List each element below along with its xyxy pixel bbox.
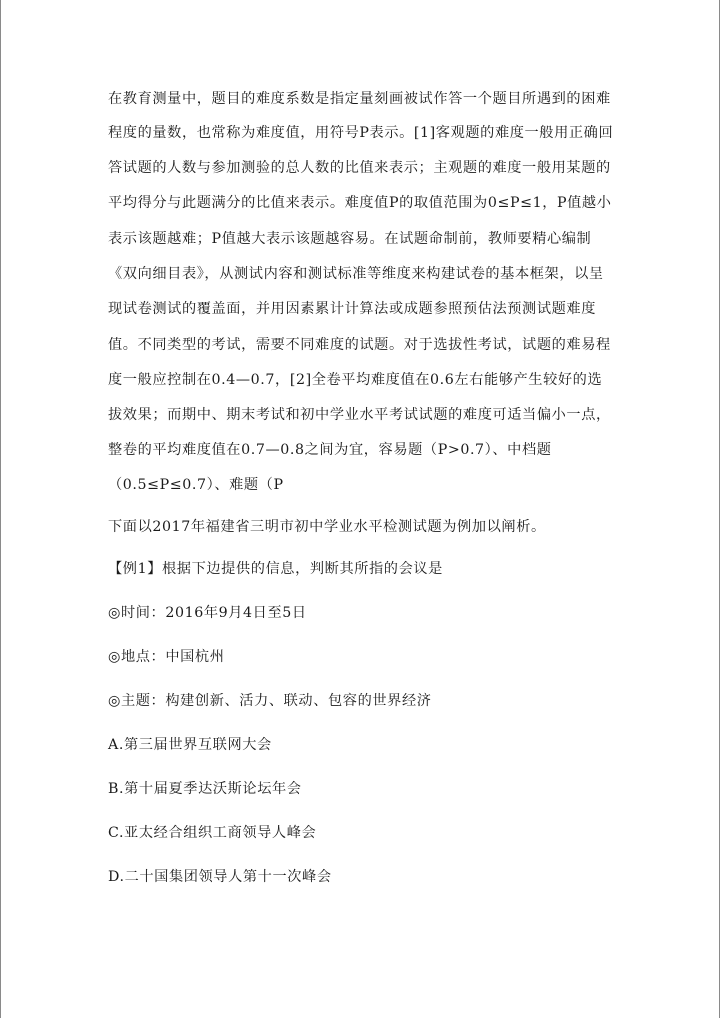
option-d: D.二十国集团领导人第十一次峰会 <box>108 869 332 885</box>
paragraph-line: 表示该题越难；P值越大表示该题越容易。在试题命制前，教师要精心编制 <box>108 231 592 247</box>
paragraph-line: 值。不同类型的考试，需要不同难度的试题。对于选拔性考试，试题的难易程 <box>108 337 611 353</box>
paragraph-line: 度一般应控制在0.4—0.7，[2]全卷平均难度值在0.6左右能够产生较好的选 <box>108 372 603 388</box>
info-time: ◎时间：2016年9月4日至5日 <box>108 605 307 621</box>
question-prompt: 【例1】根据下边提供的信息，判断其所指的会议是 <box>108 561 443 577</box>
info-theme: ◎主题：构建创新、活力、联动、包容的世界经济 <box>108 693 432 709</box>
option-a: A.第三届世界互联网大会 <box>108 737 272 753</box>
info-place: ◎地点：中国杭州 <box>108 649 225 665</box>
intro-sentence: 下面以2017年福建省三明市初中学业水平检测试题为例加以阐析。 <box>108 519 546 535</box>
option-b: B.第十届夏季达沃斯论坛年会 <box>108 781 302 797</box>
paragraph-line: 程度的量数，也常称为难度值，用符号P表示。[1]客观题的难度一般用正确回 <box>108 125 614 141</box>
option-c: C.亚太经合组织工商领导人峰会 <box>108 825 317 841</box>
paragraph-line: 在教育测量中，题目的难度系数是指定量刻画被试作答一个题目所遇到的困难 <box>108 91 611 107</box>
paragraph-line: （0.5≤P≤0.7）、难题（P <box>108 477 284 493</box>
paragraph-line: 现试卷测试的覆盖面，并用因素累计计算法或成题参照预估法预测试题难度 <box>108 301 596 317</box>
paragraph-line: 《双向细目表》，从测试内容和测试标准等维度来构建试卷的基本框架，以呈 <box>108 266 604 282</box>
paragraph-line: 答试题的人数与参加测验的总人数的比值来表示；主观题的难度一般用某题的 <box>108 160 611 176</box>
paragraph-line: 平均得分与此题满分的比值来表示。难度值P的取值范围为0≤P≤1，P值越小 <box>108 195 612 211</box>
page-border-left <box>0 0 1 1018</box>
paragraph-line: 拔效果；而期中、期末考试和初中学业水平考试试题的难度可适当偏小一点， <box>108 407 611 423</box>
paragraph-line: 整卷的平均难度值在0.7—0.8之间为宜，容易题（P>0.7）、中档题 <box>108 442 552 458</box>
